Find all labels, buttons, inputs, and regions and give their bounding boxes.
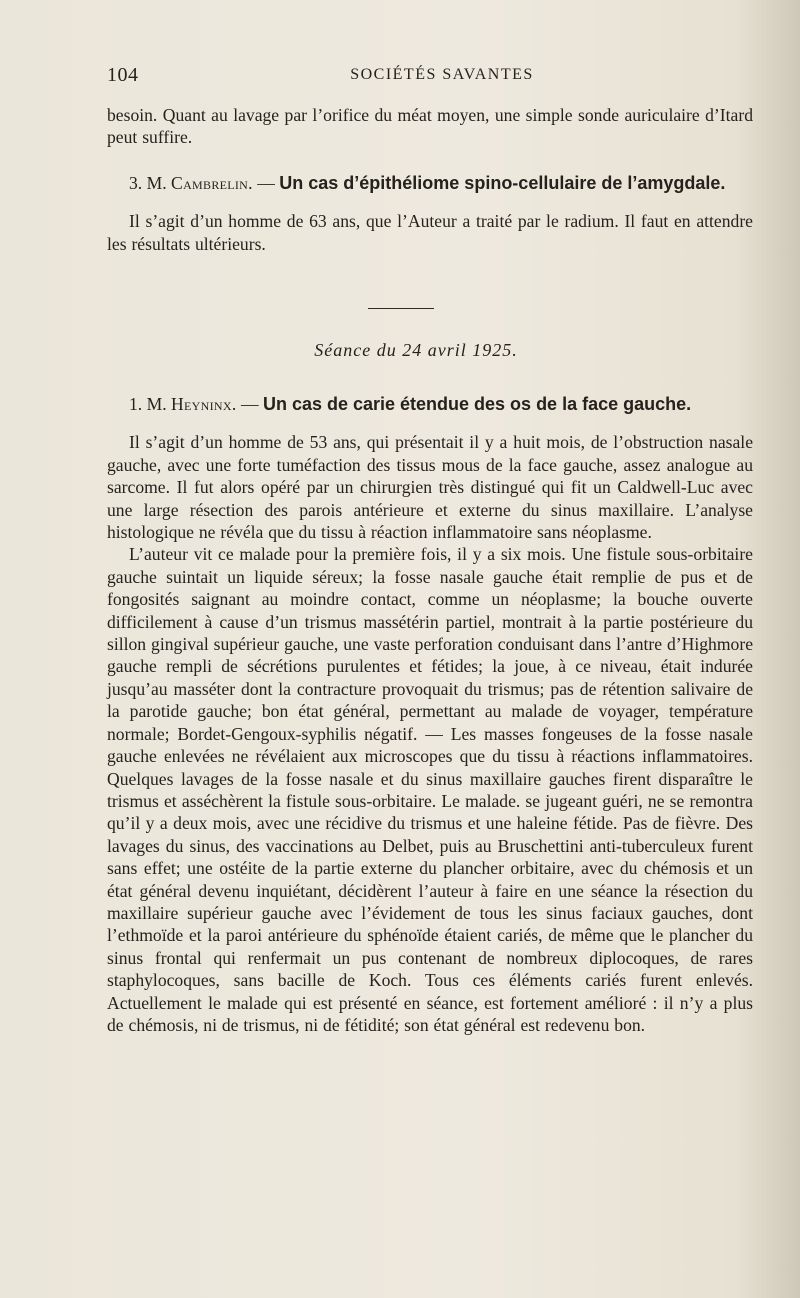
communication-1-paragraph-2: L’auteur vit ce malade pour la première fois, il y a six mois. Une fistule sous-orbitaire gauche suintait un liquide séreux; la fosse nasale gauche était remplie de pus et de fongosités saignant au moindre contact, comme un néoplasme; la bouche ouverte difficilement à cause d’un trismus massétérin partiel, montrait à la partie postérieure du sillon gingival supérieur gauche, une vaste perforation conduisant dans l’antre d’Highmore gauche rempli de sécrétions purulentes et fétides; la joue, à ce niveau, était indurée jusqu’au masséter dont la contracture provoquait du trismus; pas de rétention salivaire de la parotide gauche; bon état général, permettant au malade de voyager, température normale; Bordet-Gengoux-syphilis négatif. — Les masses fongeuses de la fosse nasale gauche enlevées ne révélaient aux microscopes que du tissu à réactions inflammatoires. Quelques lavages de la fosse nasale et du sinus maxillaire gauches firent disparaître le trismus et asséchèrent la fistule sous-orbitaire. Le malade. se jugeant guéri, ne se remontra qu’il y a deux mois, avec une récidive du trismus et une haleine fétide. Pas de fièvre. Des lavages du sinus, des vaccinations au Delbet, puis au Bruschettini anti-tuberculeux furent sans effet; une ostéite de la partie externe du plancher orbitaire, avec du chémosis et un état général devenu inquiétant, décidèrent l’auteur à faire en une séance la résection du maxillaire supérieur gauche avec l’évidement de tous les sinus faciaux gauches, dont l’ethmoïde et la paroi antérieure du sphénoïde étaient cariés, de même que le plancher du sinus frontal qui renfermait un pus contenant de nombreux diplocoques, de rares staphylocoques, sans bacille de Koch. Tous ces éléments cariés furent enlevés. Actuellement le malade qui est présenté en séance, est fortement amélioré : il n’y a plus de chémosis, ni de trismus, ni de fétidité; son état général est redevenu bon. (107, 544, 753, 1035)
communication-3-dash: — (257, 173, 275, 193)
page-header (107, 64, 757, 90)
continuation-block (107, 104, 753, 149)
communication-3-author: Cambrelin. (171, 173, 253, 193)
communication-3-title: Un cas d’épithéliome spino-cellulaire de l’amygdale. (279, 173, 726, 193)
communication-1-number: 1. M. (129, 394, 167, 414)
running-head: SOCIÉTÉS SAVANTES (350, 66, 534, 83)
communication-1-paragraph-1: Il s’agit d’un homme de 53 ans, qui présentait il y a huit mois, de l’obstruction nasale gauche, avec une forte tuméfaction des tissus mous de la face gauche, assez analogue au sarcome. Il fut alors opéré par un chirurgien très distingué qui fit un Caldwell-Luc avec une large résection des parois antérieure et externe du sinus maxillaire. L’analyse histologique ne révéla que du tissu à réaction inflammatoire sans néoplasme. (107, 432, 753, 543)
communication-1 (107, 393, 753, 1036)
communication-3-number: 3. M. (129, 173, 167, 193)
communication-1-dash: — (240, 394, 259, 414)
session-date: Séance du 24 avril 1925. (314, 340, 518, 360)
communication-1-author: Heyninx. (171, 394, 237, 414)
communication-1-title: Un cas de carie étendue des os de la face gauche. (262, 394, 692, 414)
communication-3 (107, 172, 753, 255)
page-number: 104 (107, 64, 139, 86)
section-divider (368, 308, 434, 309)
communication-1-heading (107, 393, 753, 415)
continuation-paragraph: besoin. Quant au lavage par l’orifice du méat moyen, une simple sonde auriculaire d’Itard peut suffire. (107, 105, 753, 148)
communication-3-heading (107, 172, 753, 194)
communication-3-paragraph: Il s’agit d’un homme de 63 ans, que l’Auteur a traité par le radium. Il faut en attendre les résultats ultérieurs. (107, 211, 753, 254)
